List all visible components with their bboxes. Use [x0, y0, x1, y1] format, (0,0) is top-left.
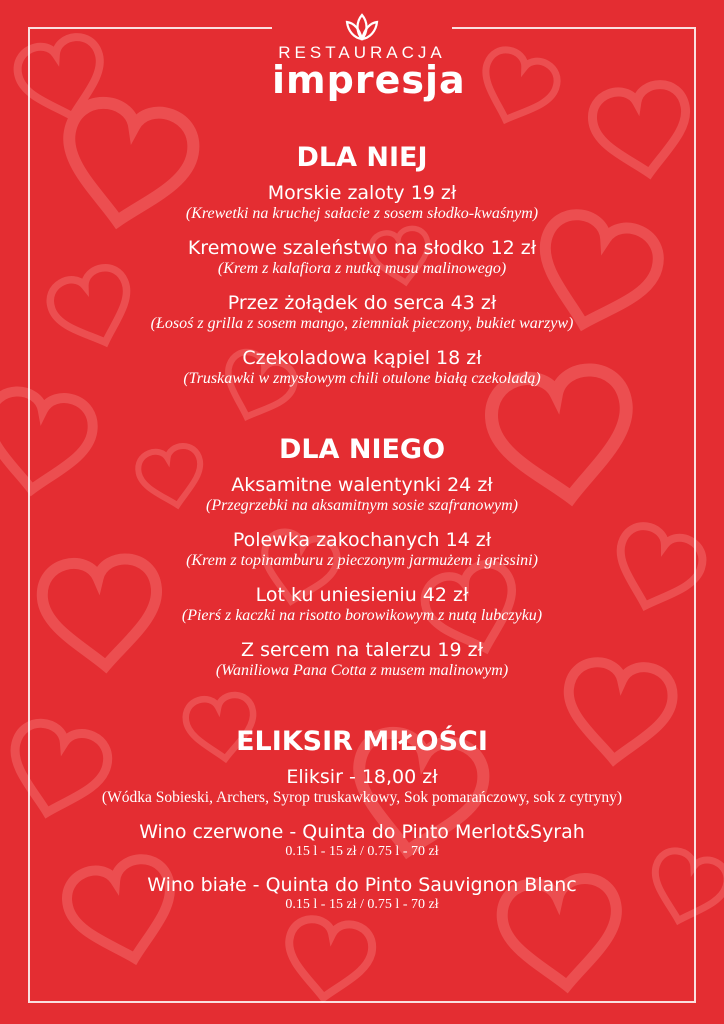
drink-item	[28, 874, 696, 913]
item-price: 0.15 l - 15 zł / 0.75 l - 70 zł	[285, 844, 439, 859]
section-eliksir-milosci	[28, 724, 696, 913]
restaurant-logo	[272, 8, 466, 108]
item-name: Morskie zaloty 19 zł	[267, 182, 457, 204]
drink-item	[28, 821, 696, 860]
menu-item	[28, 474, 696, 515]
item-name: Z sercem na talerzu 19 zł	[241, 639, 483, 661]
section-dla-niego	[28, 432, 696, 680]
menu-item	[28, 182, 696, 223]
section-dla-niej	[28, 140, 696, 388]
menu-item	[28, 584, 696, 625]
item-description: (Waniliowa Pana Cotta z musem malinowym)	[215, 662, 509, 679]
item-name: Wino białe - Quinta do Pinto Sauvignon Blanc	[147, 874, 577, 896]
item-description: (Truskawki w zmysłowym chili otulone białą czekoladą)	[183, 370, 541, 387]
item-name: Lot ku uniesieniu 42 zł	[255, 584, 469, 606]
drink-item	[28, 766, 696, 807]
logo-line-impresja: impresja	[272, 58, 466, 102]
lotus-icon	[342, 12, 382, 42]
menu-item	[28, 639, 696, 680]
section-title: ELIKSIR MIŁOŚCI	[236, 726, 488, 757]
item-description: (Łosoś z grilla z sosem mango, ziemniak pieczony, bukiet warzyw)	[150, 315, 574, 332]
item-name: Eliksir - 18,00 zł	[286, 766, 438, 788]
section-title: DLA NIEGO	[278, 434, 446, 465]
item-name: Aksamitne walentynki 24 zł	[231, 474, 493, 496]
item-name: Czekoladowa kąpiel 18 zł	[242, 347, 482, 369]
item-description: (Krem z kalafiora z nutką musu malinowego)	[217, 260, 507, 277]
item-name: Wino czerwone - Quinta do Pinto Merlot&Syrah	[139, 821, 585, 843]
item-description: (Krewetki na kruchej sałacie z sosem słodko-kwaśnym)	[185, 205, 539, 222]
section-title: DLA NIEJ	[296, 142, 428, 173]
menu-content	[28, 140, 696, 927]
menu-item	[28, 237, 696, 278]
item-name: Kremowe szaleństwo na słodko 12 zł	[187, 237, 537, 259]
item-price: 0.15 l - 15 zł / 0.75 l - 70 zł	[285, 897, 439, 912]
item-name: Polewka zakochanych 14 zł	[232, 529, 492, 551]
item-description: (Przegrzebki na aksamitnym sosie szafranowym)	[206, 497, 518, 514]
menu-item	[28, 292, 696, 333]
item-name: Przez żołądek do serca 43 zł	[227, 292, 497, 314]
logo-line-restauracja: RESTAURACJA	[278, 43, 446, 62]
menu-item	[28, 529, 696, 570]
menu-item	[28, 347, 696, 388]
item-description: (Pierś z kaczki na risotto borowikowym z nutą lubczyku)	[181, 607, 543, 624]
item-description: (Krem z topinamburu z pieczonym jarmużem i grissini)	[186, 552, 538, 569]
item-description: (Wódka Sobieski, Archers, Syrop truskawkowy, Sok pomarańczowy, sok z cytryny)	[101, 789, 623, 806]
